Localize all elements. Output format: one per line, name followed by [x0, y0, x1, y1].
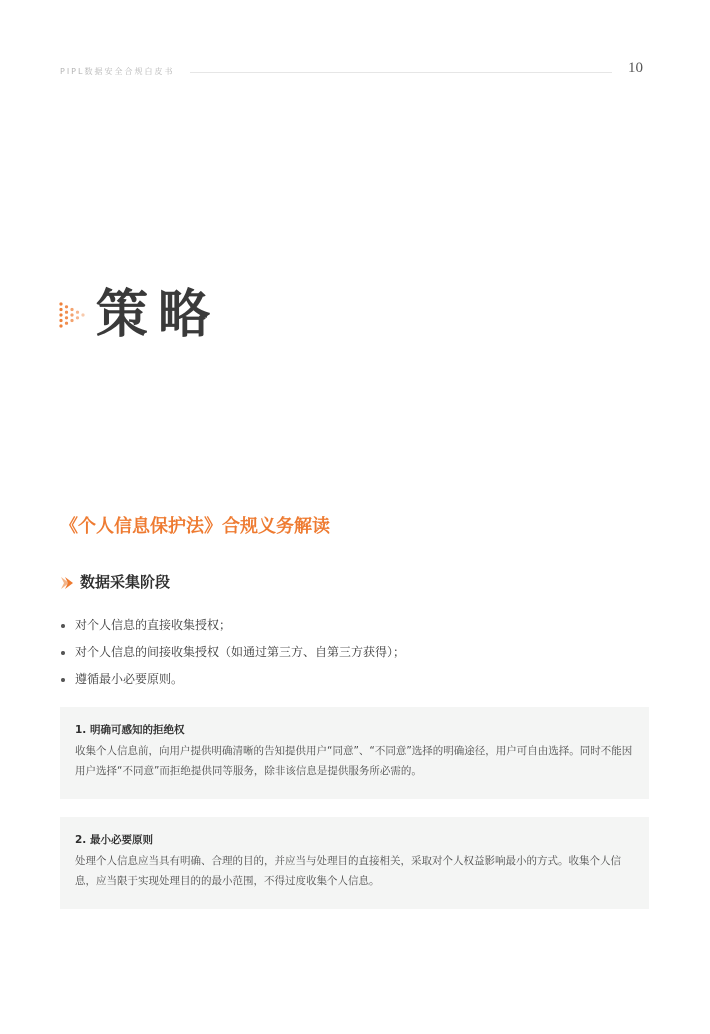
list-item: 遵循最小必要原则。 — [60, 666, 405, 693]
box-body: 收集个人信息前，向用户提供明确清晰的告知提供用户“同意”、“不同意”选择的明确途径，用户可自由选择。同时不能因用户选择“不同意”而拒绝提供同等服务，除非该信息是提供服务所必需的。 — [75, 745, 633, 777]
chapter-title: 策略 — [96, 285, 221, 345]
box-title: 2. 最小必要原则 — [75, 834, 153, 846]
info-box-refusal-right — [60, 707, 649, 799]
info-box-minimum-necessary — [60, 817, 649, 909]
list-item: 对个人信息的直接收集授权； — [60, 612, 405, 639]
box-title: 1. 明确可感知的拒绝权 — [75, 724, 185, 736]
page-number: 10 — [628, 60, 643, 76]
bullet-list — [60, 612, 405, 693]
list-item: 对个人信息的间接收集授权（如通过第三方、自第三方获得）； — [60, 639, 405, 666]
header-doc-title: PIPL数据安全合规白皮书 — [60, 67, 175, 76]
box-body: 处理个人信息应当具有明确、合理的目的，并应当与处理目的直接相关，采取对个人权益影响最小的方式。收集个人信息，应当限于实现处理目的的最小范围，不得过度收集个人信息。 — [75, 855, 621, 887]
section-title: 《个人信息保护法》合规义务解读 — [60, 516, 330, 537]
subsection-title: 数据采集阶段 — [80, 573, 171, 591]
header-divider — [190, 72, 612, 73]
triangle-dots-icon — [58, 301, 86, 329]
arrow-chevron-icon — [60, 576, 74, 590]
